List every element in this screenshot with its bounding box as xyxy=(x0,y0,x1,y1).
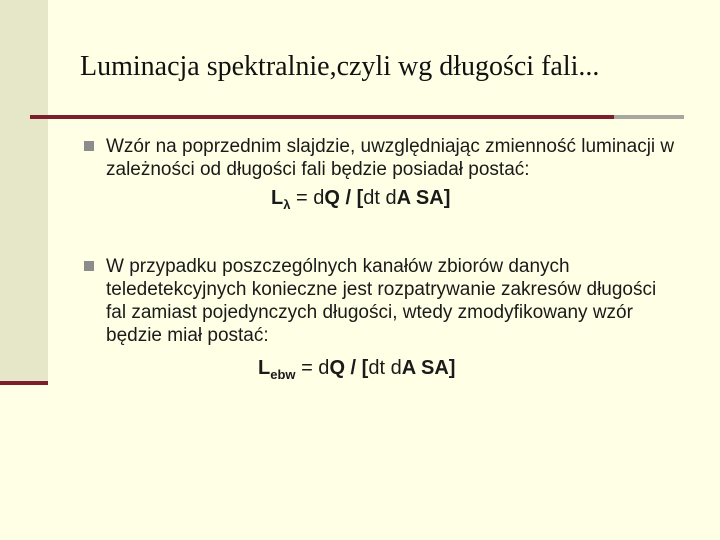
bullet-text-1: Wzór na poprzednim slajdzie, uwzględniając zmienność luminacji w zależności od długości fali będzie posiadał postać: xyxy=(106,136,675,180)
formula-q: Q xyxy=(324,187,340,209)
formula-slash: / [ xyxy=(345,357,369,379)
formula-d: d xyxy=(385,357,402,379)
formula-symbol: L xyxy=(271,187,284,209)
formula-dt: dt xyxy=(368,357,386,379)
formula-a: A xyxy=(396,187,411,209)
title-underline-light xyxy=(614,115,684,119)
square-bullet-icon xyxy=(84,141,94,151)
formula-sa: SA] xyxy=(410,187,451,209)
formula-band-radiance xyxy=(258,357,455,382)
formula-d: d xyxy=(379,187,397,209)
formula-subscript: λ xyxy=(283,197,291,212)
formula-q: Q xyxy=(329,357,345,379)
formula-eq: = d xyxy=(295,357,330,379)
formula-a: A xyxy=(401,357,416,379)
formula-symbol: L xyxy=(258,357,271,379)
left-decorative-band xyxy=(0,0,48,383)
formula-dt: dt xyxy=(363,187,380,209)
formula-sa: SA] xyxy=(415,357,456,379)
bullet-text-2: W przypadku poszczególnych kanałów zbiorów danych teledetekcyjnych konieczne jest rozpatrywanie zakresów długości fal zamiast pojedynczych długości, wtedy zmodyfikowany wzór będzie miał postać: xyxy=(106,256,657,346)
formula-eq: = d xyxy=(290,187,325,209)
formula-spectral-radiance xyxy=(271,187,450,212)
square-bullet-icon xyxy=(84,261,94,271)
formula-slash: / [ xyxy=(339,187,364,209)
slide-title: Luminacja spektralnie,czyli wg długości fali... xyxy=(80,51,600,82)
title-underline-dark xyxy=(30,115,614,119)
left-accent-bar xyxy=(0,381,48,385)
formula-subscript: ebw xyxy=(270,367,296,382)
